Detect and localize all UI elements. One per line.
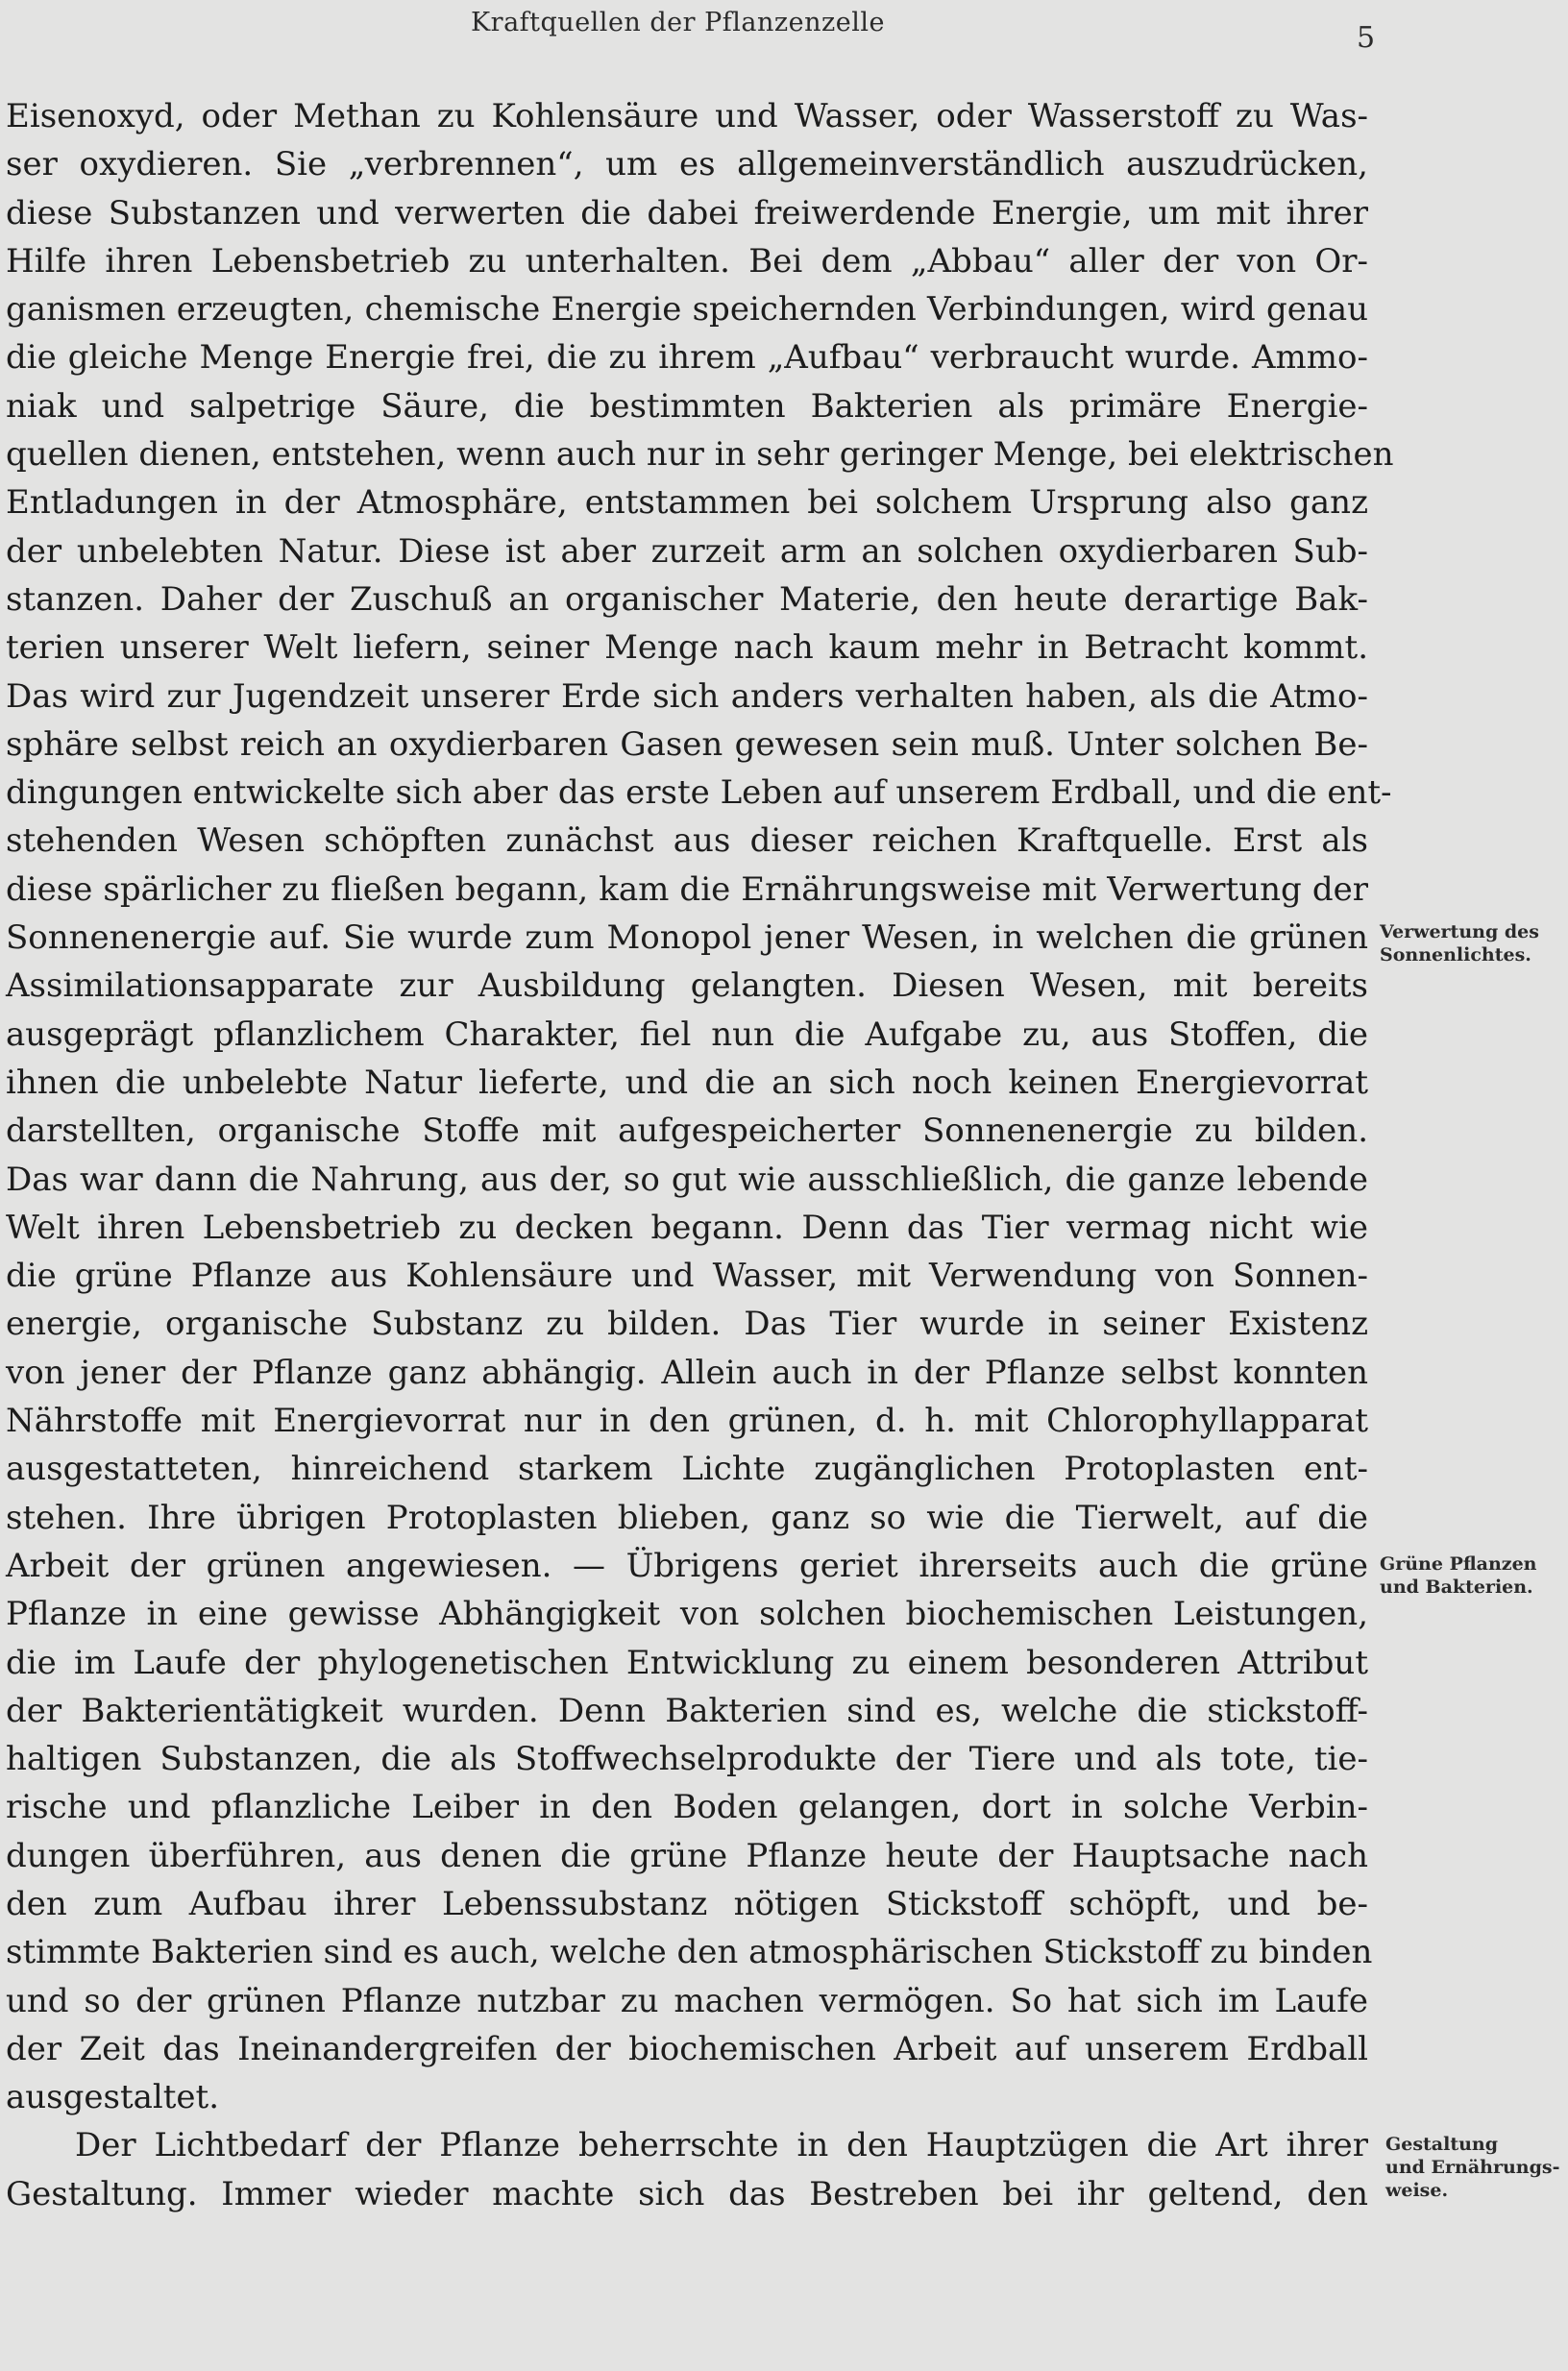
- text-line: dingungen entwickelte sich aber das erste Leben auf unserem Erdball, und die ent-: [6, 773, 1392, 813]
- text-line: ihnen die unbelebte Natur lieferte, und die an sich noch keinen Energievorrat: [6, 1063, 1368, 1102]
- text-line: Das wird zur Jugendzeit unserer Erde sich anders verhalten haben, als die Atmo-: [6, 676, 1368, 716]
- text-line: Pflanze in eine gewisse Abhängigkeit von solchen biochemischen Leistungen,: [6, 1595, 1368, 1634]
- text-line: diese spärlicher zu fließen begann, kam die Ernährungsweise mit Verwertung der: [6, 869, 1368, 909]
- page-number: 5: [1357, 21, 1376, 55]
- text-line: terien unserer Welt liefern, seiner Menge nach kaum mehr in Betracht kommt.: [6, 628, 1368, 668]
- margin-note-line: und Bakterien.: [1380, 1577, 1533, 1598]
- text-line: niak und salpetrige Säure, die bestimmten Bakterien als primäre Energie-: [6, 386, 1368, 426]
- margin-note-line: Sonnenlichtes.: [1380, 944, 1531, 966]
- text-line: ganismen erzeugten, chemische Energie speichernden Verbindungen, wird genau: [6, 290, 1368, 330]
- margin-note-bakterien: [1380, 1552, 1564, 1599]
- text-line: der Zeit das Ineinandergreifen der biochemischen Arbeit auf unserem Erdball: [6, 2029, 1368, 2068]
- text-line: Sonnenenergie auf. Sie wurde zum Monopol jener Wesen, in welchen die grünen: [6, 918, 1368, 958]
- text-line: darstellten, organische Stoffe mit aufgespeicherter Sonnenenergie zu bilden.: [6, 1112, 1368, 1151]
- text-line: sphäre selbst reich an oxydierbaren Gasen gewesen sein muß. Unter solchen Be-: [6, 724, 1368, 764]
- text-line: und so der grünen Pflanze nutzbar zu machen vermögen. So hat sich im Laufe: [6, 1981, 1368, 2020]
- text-line: ausgestaltet.: [6, 2078, 220, 2117]
- body-text: [6, 92, 1394, 2218]
- text-line: ausgeprägt pflanzlichem Charakter, fiel nun die Aufgabe zu, aus Stoffen, die: [6, 1014, 1368, 1054]
- text-line: quellen dienen, entstehen, wenn auch nur in sehr geringer Menge, bei elektrischen: [6, 435, 1394, 475]
- text-line: stehenden Wesen schöpften zunächst aus dieser reichen Kraftquelle. Erst als: [6, 821, 1368, 861]
- margin-note-line: und Ernährungs-: [1385, 2157, 1560, 2178]
- text-line: dungen überführen, aus denen die grüne Pflanze heute der Hauptsache nach: [6, 1836, 1368, 1875]
- running-title: Kraftquellen der Pflanzenzelle: [471, 8, 885, 37]
- text-line: Das war dann die Nahrung, aus der, so gut wie ausschließlich, die ganze lebende: [6, 1160, 1368, 1199]
- text-line: Nährstoffe mit Energievorrat nur in den grünen, d. h. mit Chlorophyllapparat: [6, 1402, 1368, 1441]
- text-line: haltigen Substanzen, die als Stoffwechselprodukte der Tiere und als tote, tie-: [6, 1740, 1368, 1779]
- text-line: stanzen. Daher der Zuschuß an organischer Materie, den heute derartige Bak-: [6, 579, 1368, 619]
- text-line: rische und pflanzliche Leiber in den Boden gelangen, dort in solche Verbin-: [6, 1788, 1368, 1827]
- margin-note-gestaltung: [1385, 2133, 1568, 2202]
- text-line: die gleiche Menge Energie frei, die zu ihrem „Aufbau“ verbraucht wurde. Ammo-: [6, 338, 1368, 378]
- margin-note-line: Verwertung des: [1380, 921, 1539, 942]
- text-line: stehen. Ihre übrigen Protoplasten blieben, ganz so wie die Tierwelt, auf die: [6, 1498, 1368, 1537]
- text-line: Assimilationsapparate zur Ausbildung gelangten. Diesen Wesen, mit bereits: [6, 966, 1368, 1006]
- text-line: stimmte Bakterien sind es auch, welche den atmosphärischen Stickstoff zu binden: [6, 1933, 1373, 1972]
- text-line: Hilfe ihren Lebensbetrieb zu unterhalten. Bei dem „Abbau“ aller der von Or-: [6, 241, 1368, 281]
- text-line: die im Laufe der phylogenetischen Entwicklung zu einem besonderen Attribut: [6, 1643, 1368, 1682]
- text-line: ser oxydieren. Sie „verbrennen“, um es allgemeinverständlich auszudrücken,: [6, 145, 1368, 184]
- text-line: der Bakterientätigkeit wurden. Denn Bakterien sind es, welche die stickstoff-: [6, 1691, 1368, 1730]
- text-line: Entladungen in der Atmosphäre, entstammen bei solchem Ursprung also ganz: [6, 483, 1368, 523]
- text-line: ausgestatteten, hinreichend starkem Lichte zugänglichen Protoplasten ent-: [6, 1450, 1368, 1489]
- margin-note-line: weise.: [1385, 2180, 1449, 2201]
- text-line: Eisenoxyd, oder Methan zu Kohlensäure und Wasser, oder Wasserstoff zu Was-: [6, 97, 1368, 135]
- margin-note-sonnenlicht: [1380, 920, 1564, 966]
- text-line: den zum Aufbau ihrer Lebenssubstanz nötigen Stickstoff schöpft, und be-: [6, 1884, 1368, 1923]
- margin-note-line: Gestaltung: [1385, 2134, 1499, 2155]
- text-line: Arbeit der grünen angewiesen. — Übrigens geriet ihrerseits auch die grüne: [6, 1546, 1368, 1585]
- text-line: der unbelebten Natur. Diese ist aber zurzeit arm an solchen oxydierbaren Sub-: [6, 531, 1368, 571]
- text-line: energie, organische Substanz zu bilden. Das Tier wurde in seiner Existenz: [6, 1305, 1368, 1344]
- text-line: Welt ihren Lebensbetrieb zu decken begann. Denn das Tier vermag nicht wie: [6, 1208, 1368, 1247]
- text-line: Gestaltung. Immer wieder machte sich das Bestreben bei ihr geltend, den: [6, 2174, 1368, 2213]
- text-line: diese Substanzen und verwerten die dabei freiwerdende Energie, um mit ihrer: [6, 193, 1368, 232]
- text-line: von jener der Pflanze ganz abhängig. Allein auch in der Pflanze selbst konnten: [6, 1353, 1368, 1392]
- margin-note-line: Grüne Pflanzen: [1380, 1553, 1537, 1575]
- paragraph-start-line: Der Lichtbedarf der Pflanze beherrschte in den Hauptzügen die Art ihrer: [75, 2126, 1368, 2165]
- text-line: die grüne Pflanze aus Kohlensäure und Wasser, mit Verwendung von Sonnen-: [6, 1257, 1368, 1296]
